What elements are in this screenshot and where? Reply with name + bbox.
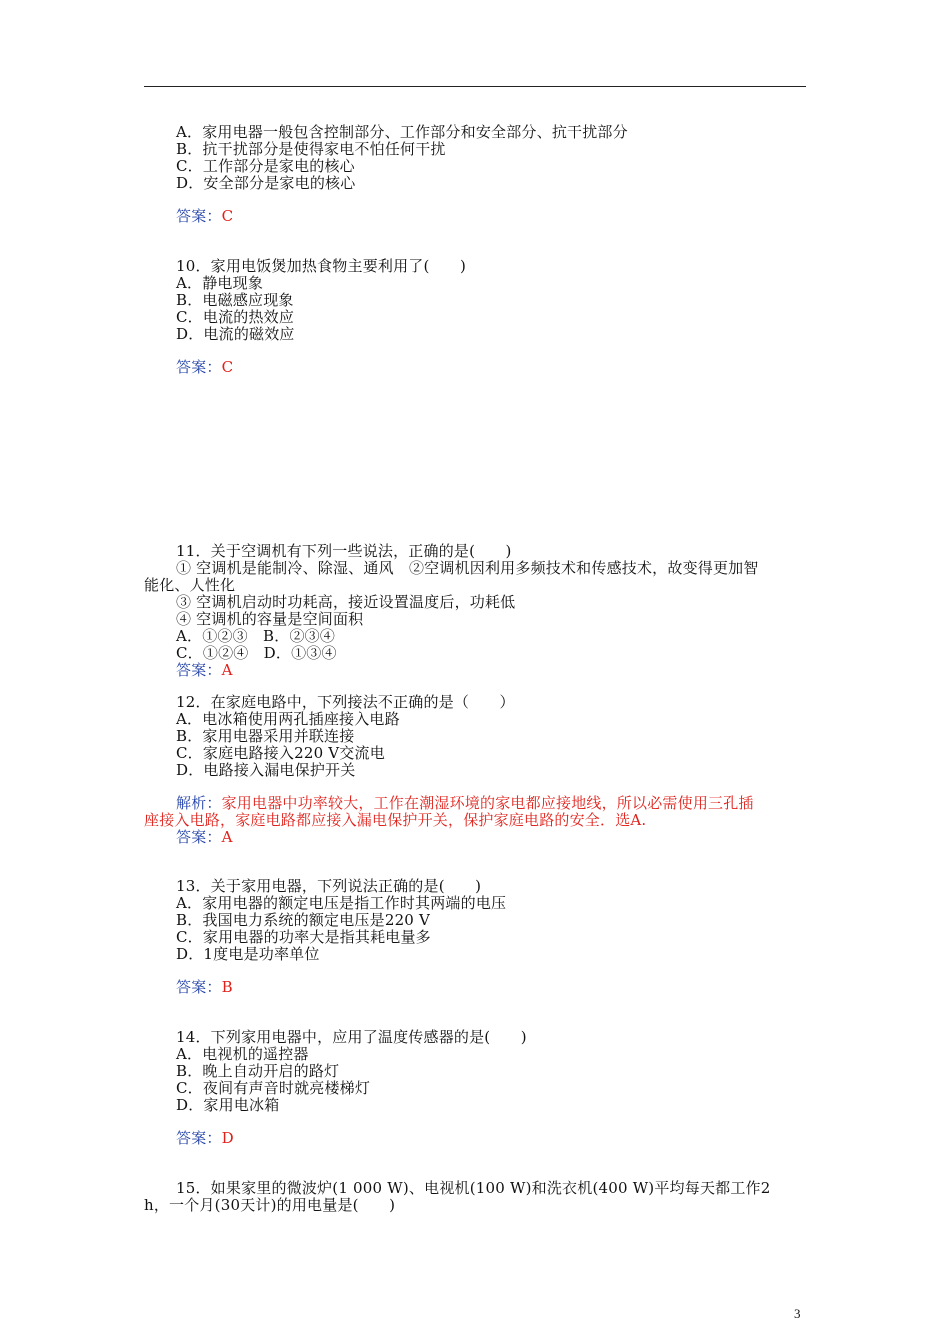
- q11-statement-1: ① 空调机是能制冷、除湿、通风 ②空调机因利用多频技术和传感技术，故变得更加智: [176, 559, 759, 577]
- q14-option-c: C．夜间有声音时就亮楼梯灯: [176, 1079, 371, 1097]
- answer-value: A: [221, 661, 233, 679]
- q12-analysis-cont: 座接入电路，家庭电路都应接入漏电保护开关，保护家庭电路的安全．选A.: [144, 811, 647, 829]
- q11-stem: 11．关于空调机有下列一些说法，正确的是( ): [176, 542, 512, 560]
- q10-answer: [176, 359, 233, 376]
- q10-option-d: D．电流的磁效应: [176, 325, 295, 343]
- q9-answer: [176, 208, 233, 225]
- answer-value: C: [221, 358, 234, 376]
- q10-option-c: C．电流的热效应: [176, 308, 295, 326]
- page-number: 3: [794, 1306, 801, 1321]
- q11-statement-1-cont: 能化、人性化: [144, 576, 236, 594]
- q9-option-d: D．安全部分是家电的核心: [176, 174, 356, 192]
- q11-statement-3: ③ 空调机启动时功耗高，接近设置温度后，功耗低: [176, 593, 516, 611]
- q14-answer: [176, 1130, 234, 1147]
- analysis-label: 解析：: [176, 794, 222, 812]
- q13-option-a: A．家用电器的额定电压是指工作时其两端的电压: [176, 894, 507, 912]
- answer-label: 答案：: [176, 828, 222, 846]
- q11-answer: [176, 662, 233, 679]
- q9-option-a: A．家用电器一般包含控制部分、工作部分和安全部分、抗干扰部分: [176, 123, 628, 141]
- answer-label: 答案：: [176, 1129, 222, 1147]
- q15-stem-cont: h，一个月(30天计)的用电量是( ): [144, 1196, 396, 1214]
- q11-options-cd: C．①②④ D．①③④: [176, 644, 337, 662]
- header-rule: [144, 86, 806, 87]
- answer-value: B: [221, 978, 233, 996]
- answer-value: A: [221, 828, 233, 846]
- q14-option-d: D．家用电冰箱: [176, 1096, 280, 1114]
- q12-stem: 12．在家庭电路中，下列接法不正确的是（ ）: [176, 693, 515, 711]
- q12-analysis: [176, 795, 754, 812]
- q12-option-c: C．家庭电路接入220 V交流电: [176, 744, 385, 762]
- q10-option-a: A．静电现象: [176, 274, 264, 292]
- q13-option-c: C．家用电器的功率大是指其耗电量多: [176, 928, 431, 946]
- q13-stem: 13．关于家用电器，下列说法正确的是( ): [176, 877, 482, 895]
- answer-label: 答案：: [176, 207, 222, 225]
- q11-options-ab: A．①②③ B．②③④: [176, 627, 336, 645]
- q10-option-b: B．电磁感应现象: [176, 291, 294, 309]
- q12-answer: [176, 829, 233, 846]
- q15-stem: 15．如果家里的微波炉(1 000 W)、电视机(100 W)和洗衣机(400 W)平均每天都工作2: [176, 1179, 771, 1197]
- q13-answer: [176, 979, 233, 996]
- q10-stem: 10．家用电饭煲加热食物主要利用了( ): [176, 257, 466, 275]
- q11-statement-4: ④ 空调机的容量是空间面积: [176, 610, 364, 628]
- q9-option-c: C．工作部分是家电的核心: [176, 157, 355, 175]
- answer-value: C: [221, 207, 234, 225]
- q12-option-b: B．家用电器采用并联连接: [176, 727, 355, 745]
- q14-stem: 14．下列家用电器中，应用了温度传感器的是( ): [176, 1028, 527, 1046]
- q13-option-d: D．1度电是功率单位: [176, 945, 320, 963]
- q13-option-b: B．我国电力系统的额定电压是220 V: [176, 911, 431, 929]
- q9-option-b: B．抗干扰部分是使得家电不怕任何干扰: [176, 140, 446, 158]
- answer-value: D: [221, 1129, 234, 1147]
- q14-option-a: A．电视机的遥控器: [176, 1045, 309, 1063]
- answer-label: 答案：: [176, 358, 222, 376]
- q12-option-d: D．电路接入漏电保护开关: [176, 761, 356, 779]
- answer-label: 答案：: [176, 661, 222, 679]
- answer-label: 答案：: [176, 978, 222, 996]
- analysis-text: 家用电器中功率较大，工作在潮湿环境的家电都应接地线，所以必需使用三孔插: [221, 794, 754, 812]
- q12-option-a: A．电冰箱使用两孔插座接入电路: [176, 710, 400, 728]
- q14-option-b: B．晚上自动开启的路灯: [176, 1062, 340, 1080]
